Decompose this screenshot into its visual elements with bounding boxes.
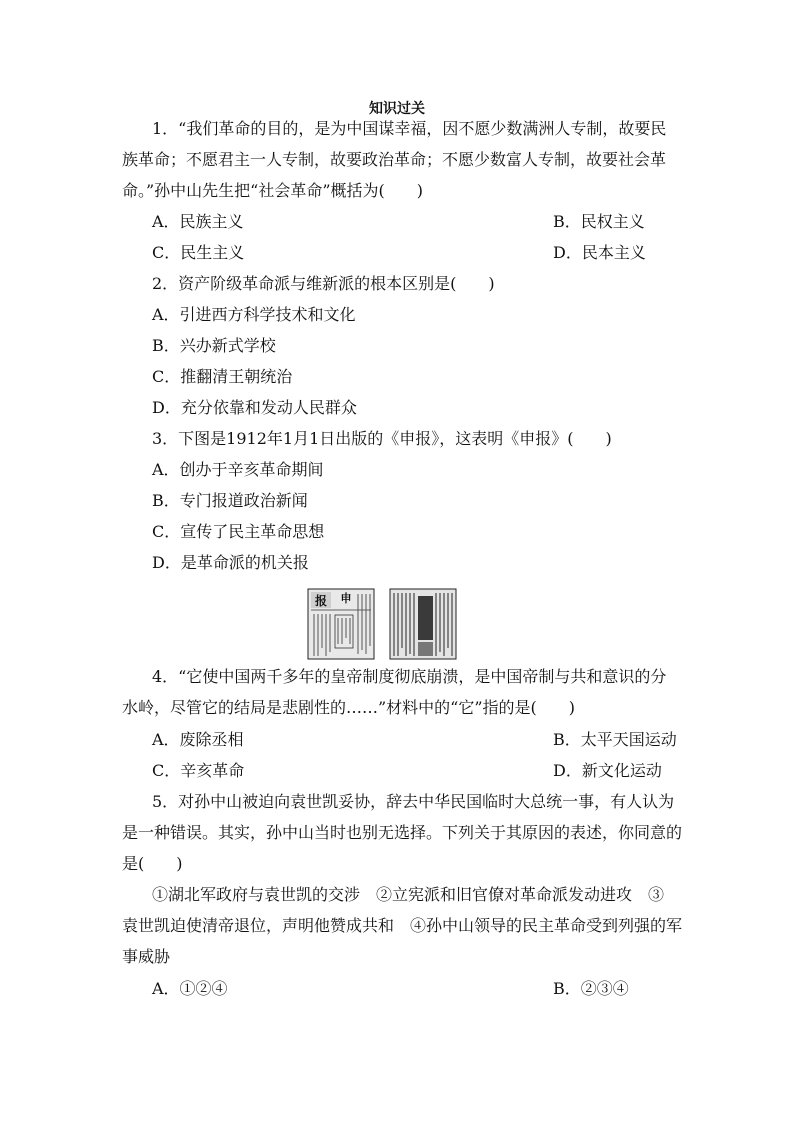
q2-option-b: B．兴办新式学校 <box>152 336 276 355</box>
q4-stem-line-2: 水岭，尽管它的结局是悲剧性的……”材料中的“它”指的是( ) <box>122 698 576 717</box>
q3-option-c: C．宣传了民主革命思想 <box>152 522 325 541</box>
q5-option-b: B．②③④ <box>553 979 629 998</box>
q5-stem-line-2: 是一种错误。其实，孙中山当时也别无选择。下列关于其原因的表述，你同意的 <box>122 823 683 842</box>
q1-option-c: C．民生主义 <box>152 243 245 262</box>
q1-option-a: A．民族主义 <box>152 212 244 231</box>
q3-stem: 3．下图是1912年1月1日出版的《申报》，这表明《申报》( ) <box>152 429 612 448</box>
svg-text:申: 申 <box>340 592 352 605</box>
q2-option-d: D．充分依靠和发动人民群众 <box>152 398 357 417</box>
q4-option-b: B．太平天国运动 <box>553 730 677 749</box>
q4-option-a: A．废除丞相 <box>152 730 244 749</box>
q4-stem-line-1: 4．“它使中国两千多年的皇帝制度彻底崩溃，是中国帝制与共和意识的分 <box>152 667 667 686</box>
q4-option-c: C．辛亥革命 <box>152 761 245 780</box>
q5-statements-line-2: 袁世凯迫使清帝退位，声明他赞成共和 ④孙中山领导的民主革命受到列强的军 <box>122 916 683 935</box>
q1-option-d: D．民本主义 <box>553 243 646 262</box>
section-title: 知识过关 <box>369 101 425 117</box>
q5-statements-line-1: ①湖北军政府与袁世凯的交涉 ②立宪派和旧官僚对革命派发动进攻 ③ <box>152 885 665 904</box>
q4-option-d: D．新文化运动 <box>553 761 662 780</box>
q3-option-a: A．创办于辛亥革命期间 <box>152 460 324 479</box>
q5-statements-line-3: 事威胁 <box>122 947 171 966</box>
newspaper-masthead: 报 <box>314 594 328 608</box>
q5-stem-line-1: 5．对孙中山被迫向袁世凯妥协，辞去中华民国临时大总统一事，有人认为 <box>152 792 675 811</box>
q5-option-a: A．①②④ <box>152 979 228 998</box>
q3-option-d: D．是革命派的机关报 <box>152 553 309 572</box>
q1-stem-line-1: 1．“我们革命的目的，是为中国谋幸福，因不愿少数满洲人专制，故要民 <box>152 119 667 138</box>
q2-stem: 2．资产阶级革命派与维新派的根本区别是( ) <box>152 274 495 293</box>
q1-stem-line-3: 命。”孙中山先生把“社会革命”概括为( ) <box>122 181 424 200</box>
shenbao-newspaper-image <box>306 588 458 660</box>
q5-stem-line-3: 是( ) <box>122 854 183 873</box>
q2-option-a: A．引进西方科学技术和文化 <box>152 305 356 324</box>
q1-stem-line-2: 族革命；不愿君主一人专制，故要政治革命；不愿少数富人专制，故要社会革 <box>122 150 667 169</box>
q3-option-b: B．专门报道政治新闻 <box>152 491 308 510</box>
q2-option-c: C．推翻清王朝统治 <box>152 367 293 386</box>
q1-option-b: B．民权主义 <box>553 212 645 231</box>
